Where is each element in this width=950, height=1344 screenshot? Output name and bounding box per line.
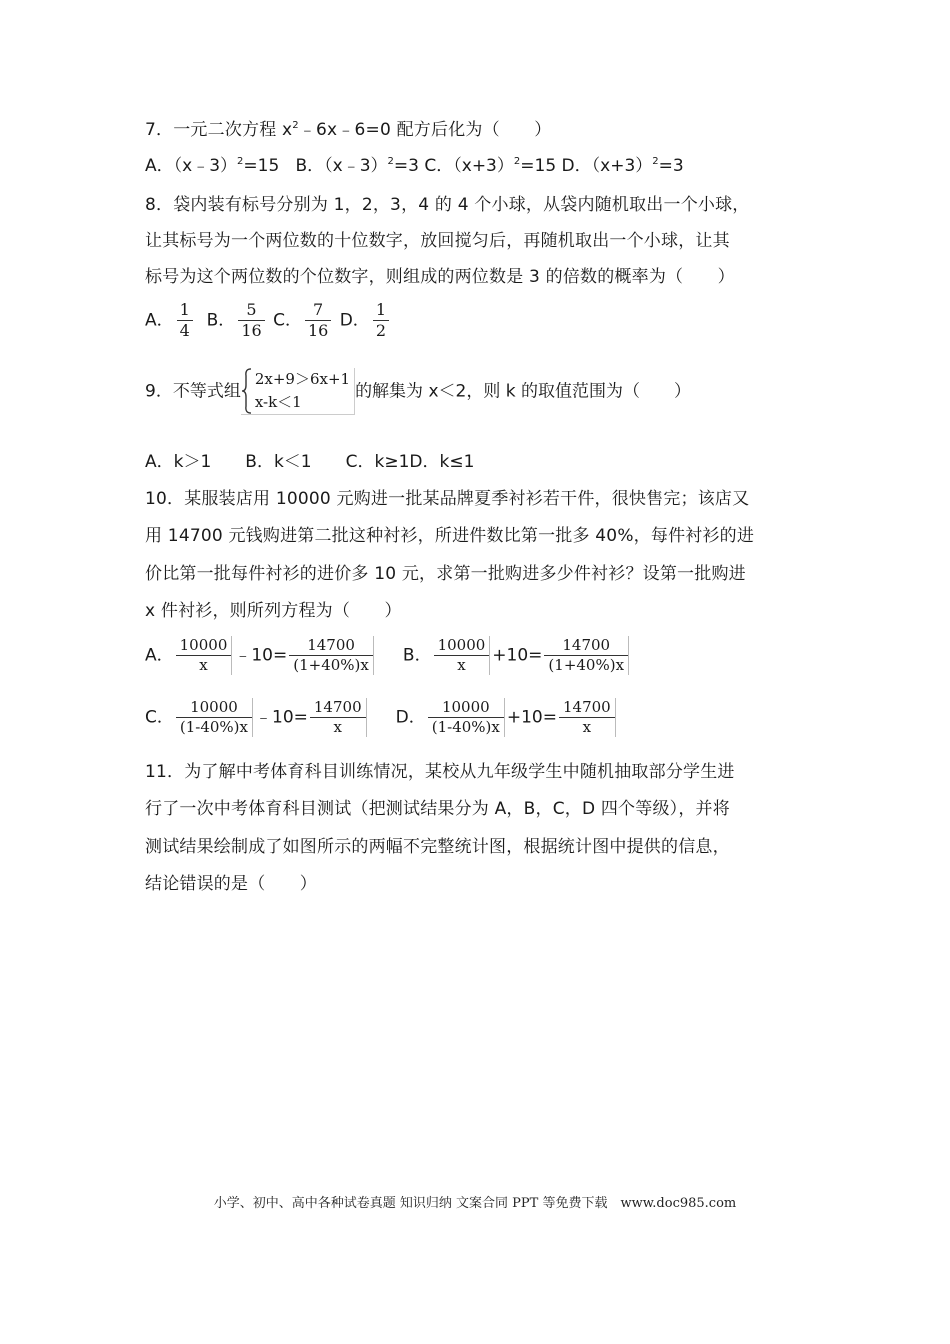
inequality-system <box>241 368 355 415</box>
q8-option-b: B． $\frac{5}{16}$ <box>207 300 268 341</box>
q9-stem: 9．不等式组 2x+9＞6x+1 x-k＜1 的解集为 x＜2，则 k 的取值范围为（ ） <box>145 368 691 415</box>
q8-line-2: 让其标号为一个两位数的十位数字，放回搅匀后，再随机取出一个小球，让其 <box>145 231 730 251</box>
inequality-1: 2x+9＞6x+1 <box>254 370 351 388</box>
q8-line-3: 标号为这个两位数的个位数字，则组成的两位数是 3 的倍数的概率为（ ） <box>145 267 735 287</box>
q10-line-4: x 件衬衫，则所列方程为（ ） <box>145 601 402 621</box>
inequality-2: x-k＜1 <box>254 393 302 411</box>
q10-option-d: D． $\frac{10000}{(1-40\%)x}$ +10= $\frac{14700}{x}$ <box>396 698 618 737</box>
q11-line-2: 行了一次中考体育科目测试（把测试结果分为 A，B，C，D 四个等级），并将 <box>145 799 730 819</box>
q11-line-4: 结论错误的是（ ） <box>145 874 317 894</box>
q11-line-1: 11．为了解中考体育科目训练情况，某校从九年级学生中随机抽取部分学生进 <box>145 762 735 782</box>
q10-option-a: A． $\frac{10000}{x}$ ﹣10= $\frac{14700}{(1+40\%)x}$ <box>145 636 376 675</box>
q10-option-c: C． $\frac{10000}{(1-40\%)x}$ ﹣10= $\frac{14700}{x}$ <box>145 698 369 737</box>
q11-line-3: 测试结果绘制成了如图所示的两幅不完整统计图，根据统计图中提供的信息， <box>145 837 730 857</box>
page-footer: 小学、初中、高中各种试卷真题 知识归纳 文案合同 PPT 等免费下载 www.doc985.com <box>213 1196 737 1211</box>
q9-options: A．k＞1 B．k＜1 C．k≥1D．k≤1 <box>145 452 475 472</box>
q7-options: A．（x﹣3）$^2$=15 B．（x﹣3）$^2$=3 C．$(x+3)^2=15$ D．$(x+3)^2=3$ <box>145 156 684 176</box>
q10-option-b: B． $\frac{10000}{x}$ +10= $\frac{14700}{(1+40\%)x}$ <box>403 636 631 675</box>
q8-options <box>145 300 392 341</box>
q8-option-d: D． $\frac{1}{2}$ <box>340 300 392 341</box>
q7-stem: 7．一元二次方程 $x^2﹣6x﹣6=0$ 配方后化为（ ） <box>145 120 552 140</box>
q10-line-2: 用 14700 元钱购进第二批这种衬衫，所进件数比第一批多 40%，每件衬衫的进 <box>145 526 755 546</box>
q10-options-ab <box>145 636 631 675</box>
q8-option-c: C． $\frac{7}{16}$ <box>273 300 334 341</box>
q8-line-1: 8．袋内装有标号分别为 1，2，3，4 的 4 个小球，从袋内随机取出一个小球， <box>145 195 750 215</box>
q10-line-3: 价比第一批每件衬衫的进价多 10 元，求第一批购进多少件衬衫？设第一批购进 <box>145 564 746 584</box>
q10-options-cd <box>145 698 618 737</box>
brace-icon <box>241 368 253 414</box>
q10-line-1: 10．某服装店用 10000 元购进一批某品牌夏季衬衫若干件，很快售完；该店又 <box>145 489 750 509</box>
q8-option-a: A． $\frac{1}{4}$ <box>145 300 196 341</box>
